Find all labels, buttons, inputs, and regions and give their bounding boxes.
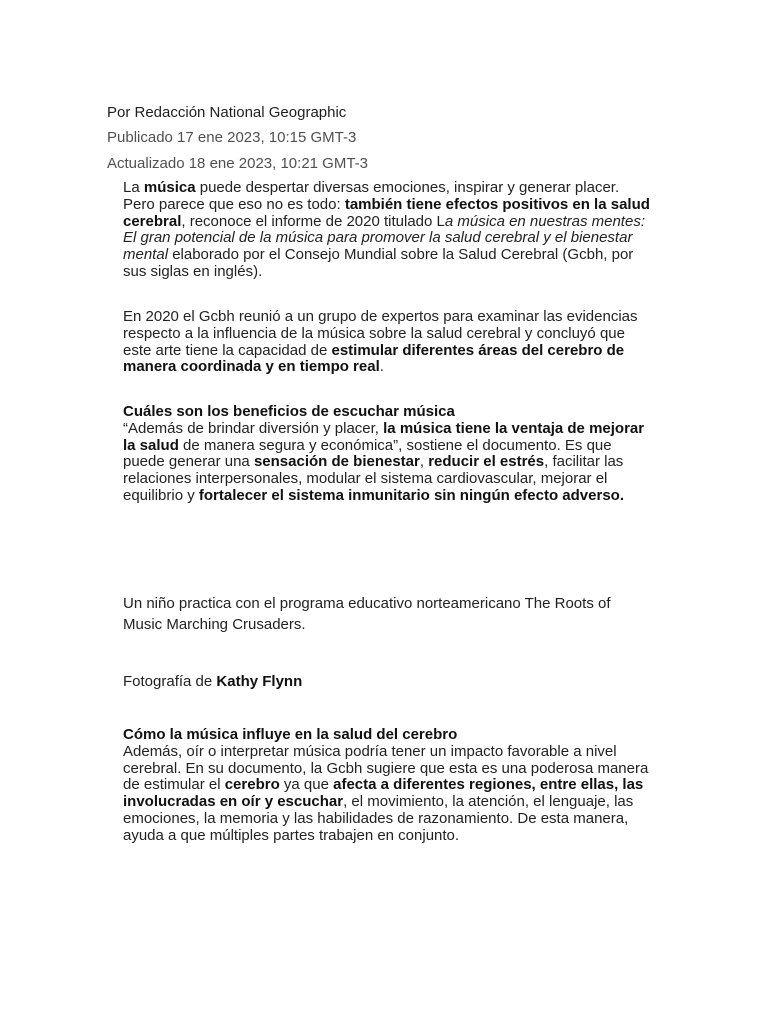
section-heading: Cuáles son los beneficios de escuchar música [123, 403, 455, 420]
text-run: puede despertar diversas emociones, inspirar y generar placer. Pero parece que eso no es todo: [123, 179, 620, 213]
photographer-name: Kathy Flynn [216, 673, 303, 690]
benefits-section [123, 404, 651, 505]
bold-run: música [143, 179, 196, 196]
text-run: En 2020 el Gcbh reunió a un grupo de expertos para examinar las evidencias respecto a la influencia de la música sobre la [123, 308, 638, 342]
text-run: de manera segura y económica”, sostiene el documento. Es que puede generar una [123, 436, 612, 471]
text-run: y concluyó que este arte tiene la capacidad de [123, 324, 625, 359]
credit-label: Fotografía de [123, 673, 217, 690]
text-run: elaborado por el Consejo Mundial sobre la Salud Cerebral (Gcbh, por sus siglas en inglés). [123, 246, 634, 280]
text-run: , facilitar las relaciones interpersonales, modular el sistema cardiovascular, mejorar el equilibrio y [123, 453, 624, 504]
text-run: , el movimiento, la atención, el lenguaje, las emociones, la memoria y las habilidades de razonamiento. De esta manera, ayuda a que múltiples partes trabajen en conjunto. [123, 793, 634, 844]
text-run: ya que [279, 776, 334, 794]
bold-run: afecta a diferentes regiones, entre ellas, las involucradas en oír y escuchar [123, 776, 644, 811]
brain-section [123, 727, 651, 845]
text-run: , reconoce el informe de 2020 titulado L [181, 212, 445, 230]
bold-run: sensación de bienestar [253, 453, 420, 471]
report-title: a música en nuestras mentes: El gran potencial de la música para promover la salud cerebral y el bienestar mental [123, 212, 645, 264]
text-run: , [419, 453, 429, 471]
bold-run: reducir el estrés [428, 453, 545, 471]
bold-run: la música tiene la ventaja de mejorar la salud [123, 419, 645, 454]
gcbh-paragraph [123, 309, 651, 376]
bold-run: fortalecer el sistema inmunitario sin ningún efecto adverso. [198, 486, 624, 504]
bold-run: cerebro [224, 776, 280, 794]
photo-credit [123, 674, 651, 691]
photo-caption: Un niño practica con el programa educativo norteamericano The Roots of Music Marching Crusaders. [123, 595, 611, 633]
text-run: La [123, 179, 144, 196]
updated-date: Actualizado 18 ene 2023, 10:21 GMT-3 [107, 155, 369, 172]
author-line: Por Redacción National Geographic [107, 104, 347, 121]
section-heading: Cómo la música influye en la salud del cerebro [123, 726, 458, 743]
text-run: salud cerebral [426, 324, 521, 342]
text-run: “Además de brindar diversión y placer, [123, 419, 384, 437]
text-run: Además, oír o interpretar música podría tener un impacto favorable a nivel cerebral. En su documento, la Gcbh sugiere que esta es una poderosa manera de estimular el [123, 742, 649, 794]
text-run: . [379, 358, 384, 376]
intro-paragraph [123, 180, 651, 281]
bold-run: también tiene efectos positivos en la salud cerebral [123, 195, 650, 230]
bold-run: estimular diferentes áreas del cerebro de manera coordinada y en tiempo real [123, 341, 625, 376]
published-date: Publicado 17 ene 2023, 10:15 GMT-3 [107, 129, 357, 146]
